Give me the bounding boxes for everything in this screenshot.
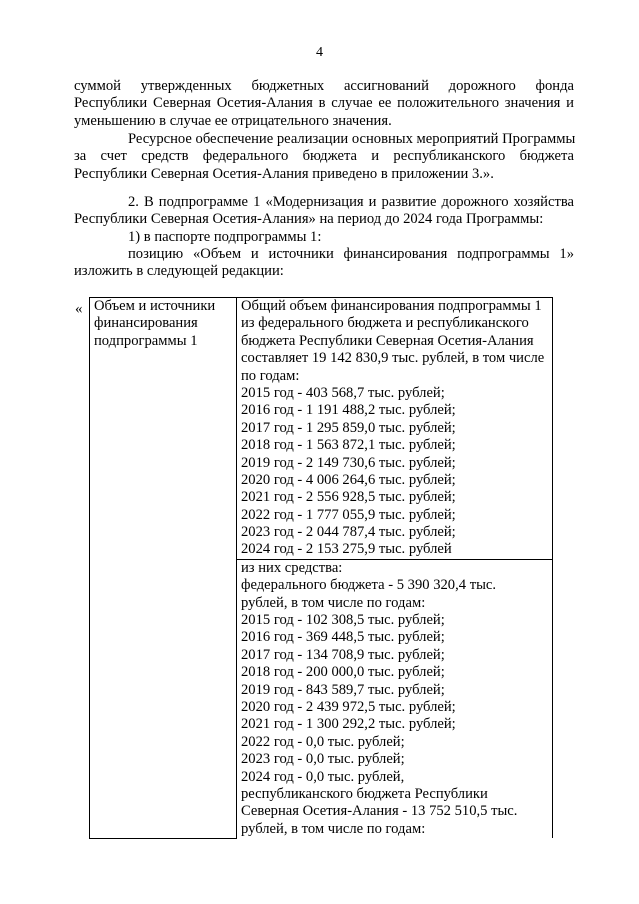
paragraph-line: Ресурсное обеспечение реализации основных мероприятий Программы [128, 131, 576, 147]
paragraph-line: Республики Северная Осетия-Алания» на период до 2024 года Программы: [74, 211, 544, 228]
cell-line: рублей, в том числе по годам: [241, 820, 426, 837]
cell-line: бюджета Республики Северная Осетия-Алания [241, 332, 534, 349]
funding-table [89, 297, 553, 839]
cell-line: 2018 год - 200 000,0 тыс. рублей; [241, 664, 445, 681]
cell-line: 2024 год - 2 153 275,9 тыс. рублей [241, 541, 452, 558]
paragraph-line: Республики Северная Осетия-Алания приведено в приложении 3.». [74, 165, 494, 182]
cell-line: 2023 год - 2 044 787,4 тыс. рублей; [241, 524, 456, 541]
paragraph-line: уменьшению в случае ее отрицательного значения. [74, 112, 392, 129]
cell-line: Северная Осетия-Алания - 13 752 510,5 тыс. [241, 803, 518, 820]
cell-line: 2023 год - 0,0 тыс. рублей; [241, 751, 405, 768]
cell-line: 2017 год - 1 295 859,0 тыс. рублей; [241, 419, 456, 436]
table-cell-funding-sources [237, 559, 553, 838]
cell-line: федерального бюджета - 5 390 320,4 тыс. [241, 577, 497, 594]
cell-line: 2019 год - 843 589,7 тыс. рублей; [241, 681, 445, 698]
cell-line: 2021 год - 2 556 928,5 тыс. рублей; [241, 489, 456, 506]
cell-line: рублей, в том числе по годам: [241, 594, 426, 611]
cell-line: 2021 год - 1 300 292,2 тыс. рублей; [241, 716, 456, 733]
cell-line: Общий объем финансирования подпрограммы 1 [241, 298, 542, 314]
cell-line: 2022 год - 0,0 тыс. рублей; [241, 733, 405, 750]
paragraph-line: за счет средств федерального бюджета и республиканского бюджета [74, 148, 574, 165]
cell-line: республиканского бюджета Республики [241, 785, 488, 802]
paragraph-line: позицию «Объем и источники финансирования подпрограммы 1» [128, 246, 574, 262]
cell-line: 2016 год - 1 191 488,2 тыс. рублей; [241, 402, 456, 419]
paragraph-line: 2. В подпрограмме 1 «Модернизация и развитие дорожного хозяйства [128, 194, 574, 210]
cell-line: 2018 год - 1 563 872,1 тыс. рублей; [241, 437, 456, 454]
cell-line: по годам: [241, 367, 300, 384]
cell-line: из федерального бюджета и республиканского [241, 315, 529, 332]
paragraph-line: Республики Северная Осетия-Алания в случае ее положительного значения и [74, 95, 574, 112]
paragraph-line: 1) в паспорте подпрограммы 1: [128, 229, 322, 245]
cell-line: подпрограммы 1 [94, 332, 198, 349]
paragraph-budget-allocation [74, 78, 574, 130]
cell-line: из них средства: [241, 559, 343, 576]
cell-line: Объем и источники [94, 298, 216, 314]
cell-line: 2015 год - 102 308,5 тыс. рублей; [241, 612, 445, 629]
cell-line: 2020 год - 2 439 972,5 тыс. рублей; [241, 698, 456, 715]
paragraph-subprogram-1 [74, 194, 574, 229]
cell-line: 2024 год - 0,0 тыс. рублей, [241, 768, 405, 785]
page-number: 4 [316, 45, 323, 60]
opening-quote: « [75, 301, 83, 317]
cell-line: финансирования [94, 315, 198, 332]
paragraph-resource-provision [74, 131, 574, 183]
paragraph-position [74, 246, 574, 281]
paragraph-line: суммой утвержденных бюджетных ассигнований дорожного фонда [74, 78, 574, 94]
cell-line: составляет 19 142 830,9 тыс. рублей, в том числе [241, 350, 545, 367]
cell-line: 2017 год - 134 708,9 тыс. рублей; [241, 646, 445, 663]
cell-line: 2019 год - 2 149 730,6 тыс. рублей; [241, 454, 456, 471]
cell-line: 2020 год - 4 006 264,6 тыс. рублей; [241, 471, 456, 488]
table-cell-label [90, 298, 237, 839]
paragraph-line: изложить в следующей редакции: [74, 263, 284, 280]
table-row [90, 298, 553, 560]
cell-line: 2022 год - 1 777 055,9 тыс. рублей; [241, 506, 456, 523]
cell-line: 2016 год - 369 448,5 тыс. рублей; [241, 629, 445, 646]
paragraph-passport [74, 229, 574, 246]
cell-line: 2015 год - 403 568,7 тыс. рублей; [241, 384, 445, 401]
table-cell-total-funding [237, 298, 553, 560]
